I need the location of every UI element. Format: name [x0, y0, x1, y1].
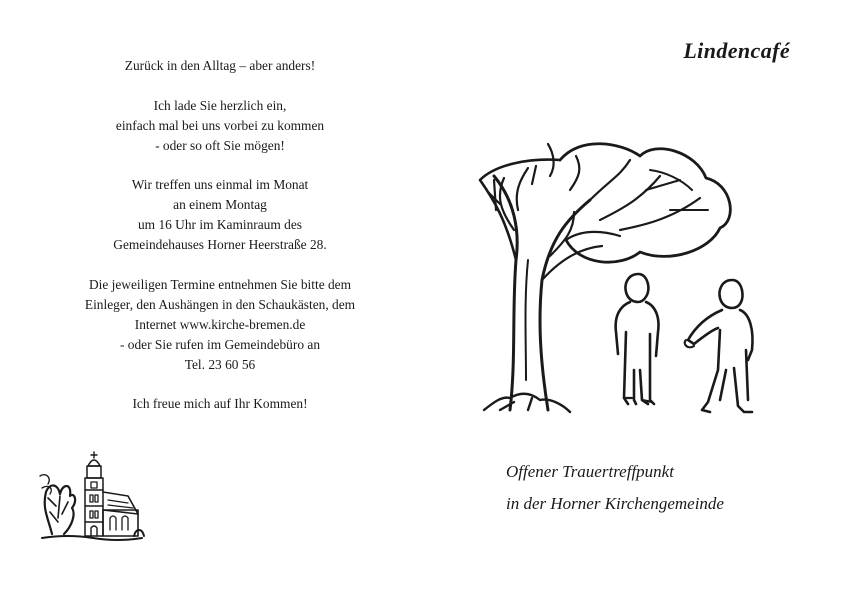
meeting-paragraph: [30, 175, 410, 255]
page-title: Lindencafé: [683, 38, 790, 63]
dates-paragraph: [30, 275, 410, 375]
invitation-text: [30, 56, 410, 414]
meeting-line: an einem Montag: [173, 197, 267, 213]
welcome-line: Ich lade Sie herzlich ein,: [153, 97, 287, 113]
welcome-line: einfach mal bei uns vorbei zu kommen: [115, 117, 325, 133]
phone-line: Tel. 23 60 56: [184, 356, 256, 372]
closing-line: Ich freue mich auf Ihr Kommen!: [132, 396, 308, 412]
meeting-address-line: Gemeindehauses Horner Heerstraße 28.: [113, 237, 327, 253]
welcome-paragraph: [30, 96, 410, 156]
tagline: [506, 456, 724, 520]
figures-illustration: [604, 270, 774, 420]
intro-paragraph: [30, 56, 410, 76]
meeting-line: um 16 Uhr im Kaminraum des: [137, 217, 302, 233]
website-line: Internet www.kirche-bremen.de: [134, 316, 306, 332]
tagline-line: in der Horner Kirchengemeinde: [506, 494, 724, 513]
church-logo: [38, 448, 148, 548]
tagline-line: Offener Trauertreffpunkt: [506, 462, 674, 481]
meeting-line: Wir treffen uns einmal im Monat: [131, 177, 309, 193]
intro-line: Zurück in den Alltag – aber anders!: [124, 58, 316, 73]
dates-line: Einleger, den Aushängen in den Schaukästen, dem: [84, 296, 356, 312]
dates-line: Die jeweiligen Termine entnehmen Sie bitte dem: [88, 276, 352, 292]
dates-line: - oder Sie rufen im Gemeindebüro an: [119, 336, 321, 352]
welcome-line: - oder so oft Sie mögen!: [155, 137, 285, 153]
closing-paragraph: [30, 394, 410, 414]
